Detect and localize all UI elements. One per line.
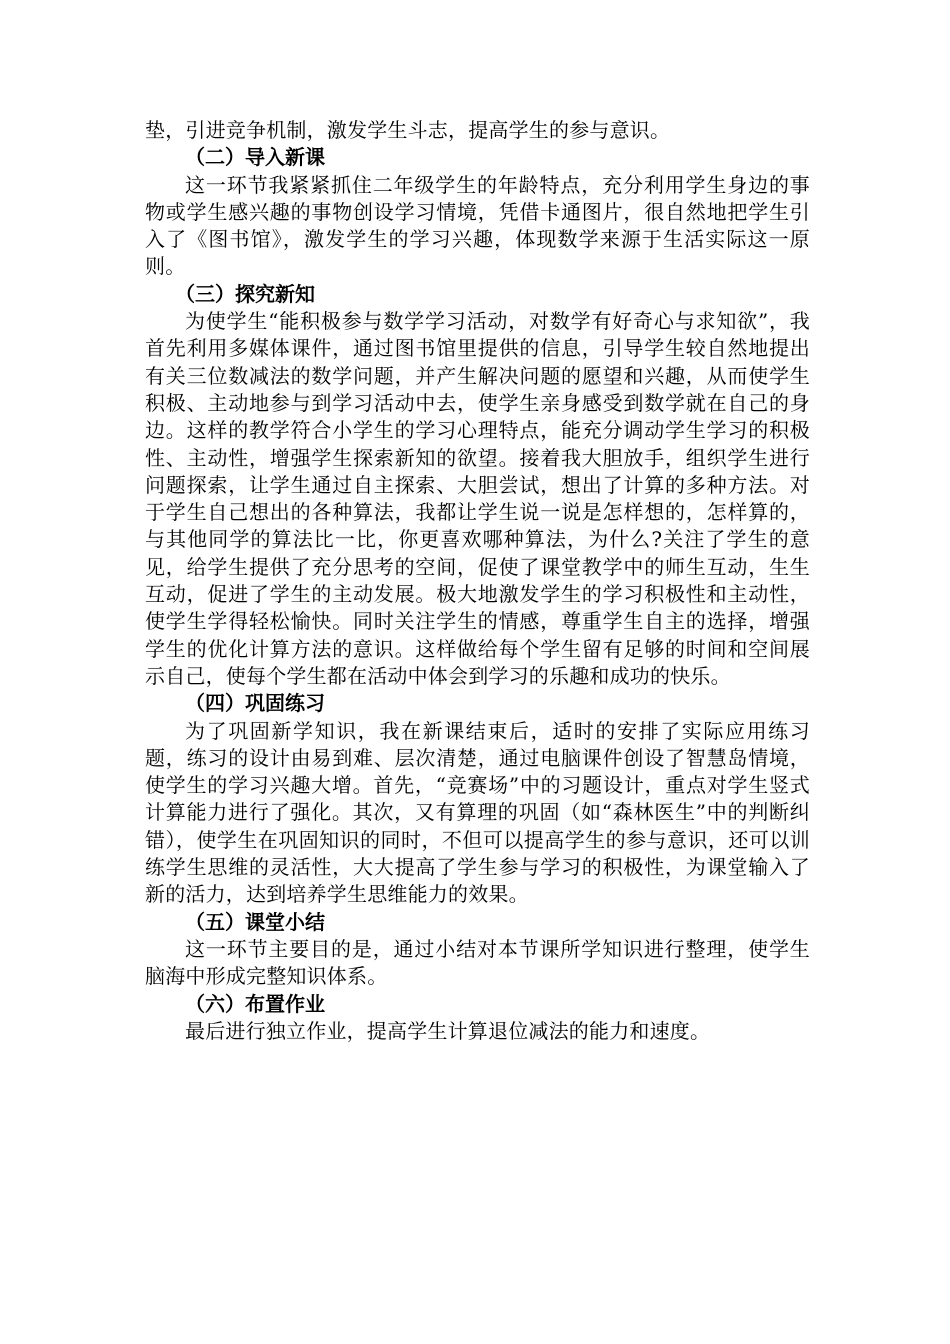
section-heading-homework: （六）布置作业: [185, 991, 325, 1016]
section-paragraph-import: 这一环节我紧紧抓住二年级学生的年龄特点，充分利用学生身边的事物或学生感兴趣的事物创设学习情境，凭借卡通图片，很自然地把学生引入了《图书馆》，激发学生的学习兴趣，体现数学来源于生活实际这一原则。: [145, 172, 810, 279]
document-page: [145, 117, 810, 1045]
section-paragraph-summary: 这一环节主要目的是，通过小结对本节课所学知识进行整理，使学生脑海中形成完整知识体系。: [145, 936, 810, 989]
section-heading-explore: （三）探究新知: [175, 281, 315, 306]
section-heading-import: （二）导入新课: [185, 145, 325, 170]
intro-paragraph-tail: 垫，引进竞争机制，激发学生斗志，提高学生的参与意识。: [145, 118, 671, 142]
section-paragraph-explore: 为使学生“能积极参与数学学习活动，对数学有好奇心与求知欲”，我首先利用多媒体课件，通过图书馆里提供的信息，引导学生较自然地提出有关三位数减法的数学问题，并产生解决问题的愿望和兴趣，从而使学生积极、主动地参与到学习活动中去，使学生亲身感受到数学就在自己的身边。这样的教学符合小学生的学习心理特点，能充分调动学生学习的积极性、主动性，增强学生探索新知的欲望。接着我大胆放手，组织学生进行问题探索，让学生通过自主探索、大胆尝试，想出了计算的多种方法。对于学生自己想出的各种算法，我都让学生说一说是怎样想的，怎样算的，与其他同学的算法比一比，你更喜欢哪种算法，为什么?关注了学生的意见，给学生提供了充分思考的空间，促使了课堂教学中的师生互动，生生互动，促进了学生的主动发展。极大地激发学生的学习积极性和主动性，使学生学得轻松愉快。同时关注学生的情感，尊重学生自主的选择，增强学生的优化计算方法的意识。这样做给每个学生留有足够的时间和空间展示自己，使每个学生都在活动中体会到学习的乐趣和成功的快乐。: [145, 309, 810, 688]
section-heading-summary: （五）课堂小结: [185, 909, 325, 934]
section-heading-practice: （四）巩固练习: [185, 691, 325, 716]
section-paragraph-homework: 最后进行独立作业，提高学生计算退位减法的能力和速度。: [185, 1018, 711, 1043]
section-paragraph-practice: 为了巩固新学知识，我在新课结束后，适时的安排了实际应用练习题，练习的设计由易到难、层次清楚，通过电脑课件创设了智慧岛情境，使学生的学习兴趣大增。首先，“竞赛场”中的习题设计，重点对学生竖式计算能力进行了强化。其次，又有算理的巩固（如“森林医生”中的判断纠错），使学生在巩固知识的同时，不但可以提高学生的参与意识，还可以训练学生思维的灵活性，大大提高了学生参与学习的积极性，为课堂输入了新的活力，达到培养学生思维能力的效果。: [145, 718, 810, 907]
